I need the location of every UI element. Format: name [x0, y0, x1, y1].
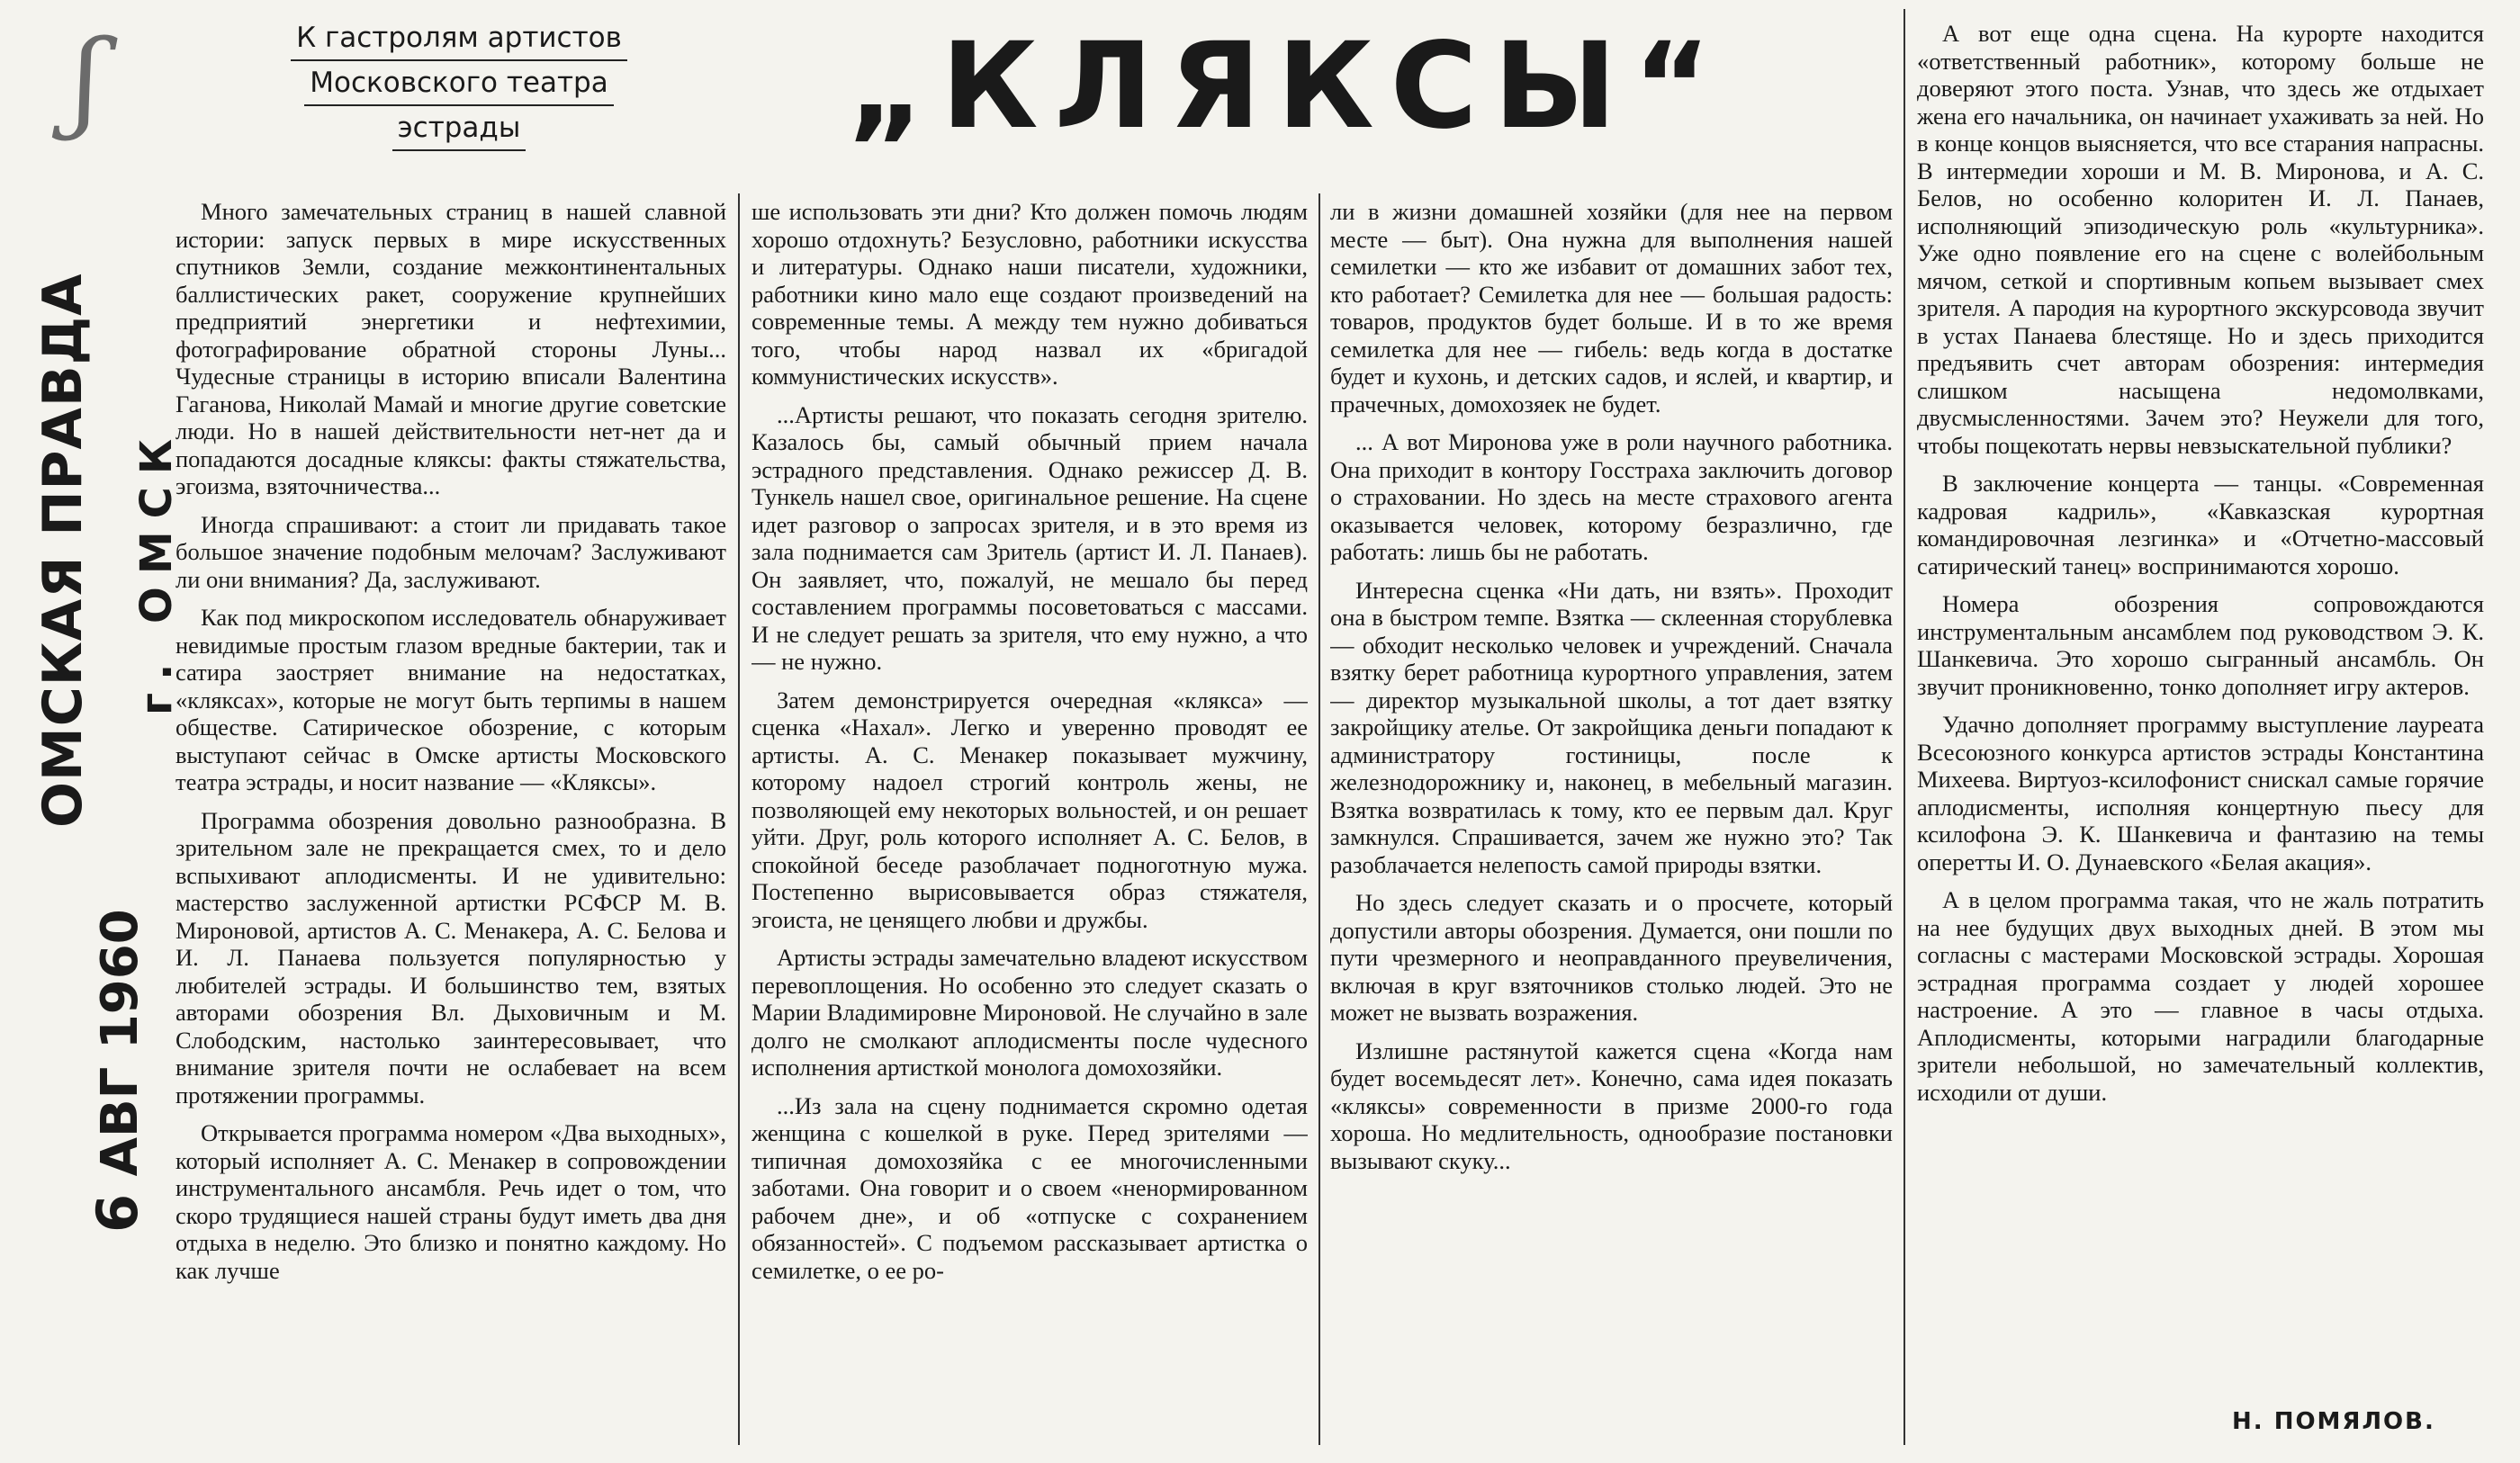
rubric — [261, 16, 657, 151]
paragraph: Интересна сценка «Ни дать, ни взять». Проходит она в быстром темпе. Взятка — склеенная сторублевка — обходит несколько человек и учреждений. Сначала взятку берет работница курортного управления, затем — директор музыкальной школы, а тот дает взятку закройщику ателье. От закройщика деньги попадают к администратору гостиницы, после к железнодорожнику и, наконец, в мебельный магазин. Взятка возвратилась к тому, кто ее первым дал. Круг замкнулся. Спрашивается, зачем же нужно это? Так разоблачается нелепость самой природы взятки. — [1330, 576, 1893, 878]
paragraph: Как под микроскопом исследователь обнаруживает невидимые простым глазом вредные бактерии, так и сатира заостряет внимание на недостатках, «кляксах», которые не могут быть терпимы в нашем обществе. Сатирическое обозрение, с которым выступают сейчас в Омске артисты Московского театра эстрады, и носит название — «Кляксы». — [176, 604, 726, 795]
paragraph: А вот еще одна сцена. На курорте находится «ответственный работник», которому больше не доверяют этого поста. Узнав, что здесь же отдыхает жена его начальника, он начинает ухаживать за ней. Но в конце концов выясняется, что все старания напрасны. В интермедии хороши и М. В. Миронова, и А. С. Белов, но особенно колоритен И. Л. Панаев, исполняющий эпизодическую роль «культурника». Уже одно появление его на сцене с волейбольным мячом, сеткой и спортивным копьем вызывает смех зрителя. А пародия на курортного экскурсовода звучит в устах Панаева блестяще. Но и здесь приходится предъявить счет авторам обозрения: интермедия слишком насыщена недомолвками, двусмысленностями. Зачем это? Неужели для того, чтобы пощекотать нервы невзыскательной публики? — [1917, 20, 2484, 459]
paragraph: ... А вот Миронова уже в роли научного работника. Она приходит в контору Госстраха заключить договор о страховании. Но здесь на месте страхового агента оказывается человек, которому безразлично, где работать: лишь бы не работать. — [1330, 428, 1893, 565]
date-day: 6 — [85, 1193, 150, 1233]
newspaper-name-stamp: ОМСКАЯ ПРАВДА — [32, 273, 94, 828]
paragraph: ...Артисты решают, что показать сегодня зрителю. Казалось бы, самый обычный прием начала эстрадного представления. Однако режиссер Д. В. Тункель нашел свое, оригинальное решение. На сцене идет разговор о запросах зрителя, и в это время из зала поднимается сам Зритель (артист И. Л. Панаев). Он заявляет, что, пожалуй, не мешало бы перед составлением программы посоветоваться с массами. И не следует решать за зрителя, что ему нужно, а что — не нужно. — [752, 400, 1308, 675]
paragraph: В заключение концерта — танцы. «Современная кадровая кадриль», «Кавказская курортная командировочная лезгинка» и «Отчетно-массовый сатирический танец» воспринимаются хорошо. — [1917, 470, 2484, 579]
headline: „КЛЯКСЫ“ — [846, 17, 1728, 156]
paragraph: Излишне растянутой кажется сцена «Когда нам будет восемьдесят лет». Конечно, сама идея показать «кляксы» современности в призме 2000-го года хороша. Но медлительность, однообразие постановки вызывают скуку... — [1330, 1037, 1893, 1174]
city-stamp: г. ОМСК — [131, 426, 182, 715]
pencil-mark: ʃ — [72, 18, 102, 143]
column-rule — [738, 193, 740, 1445]
paragraph: ли в жизни домашней хозяйки (для нее на первом месте — быт). Она нужна для выполнения нашей семилетки — кто же избавит от домашних забот тех, кто работает? Семилетка для нее — большая радость: товаров, продуктов будет больше. И в то же время семилетка для нее — гибель: ведь когда в достатке будет и кухонь, и детских садов, и яслей, и квартир, и прачечных, домохозяек не будет. — [1330, 198, 1893, 417]
paragraph: Но здесь следует сказать и о просчете, который допустили авторы обозрения. Думается, они пошли по пути чрезмерного и неоправданного преувеличения, включая в круг взяточников столько людей. Это не может не вызвать возражения. — [1330, 889, 1893, 1026]
paragraph: Затем демонстрируется очередная «клякса» — сценка «Нахал». Легко и уверенно проводят ее артисты. А. С. Менакер показывает мужчину, которому надоел строгий контроль жены, не позволяющей ему некоторых вольностей, и он решает уйти. Друг, роль которого исполняет А. С. Белов, в спокойной беседе разоблачает подноготную мужа. Постепенно вырисовывается образ стяжателя, эгоиста, не ценящего любви и дружбы. — [752, 686, 1308, 933]
paragraph: ше использовать эти дни? Кто должен помочь людям хорошо отдохнуть? Безусловно, работники искусства и литературы. Однако наши писатели, художники, работники кино мало еще создают произведений на современные темы. А между тем нужно добиваться того, чтобы народ назвал их «бригадой коммунистических искусств». — [752, 198, 1308, 390]
article-column-1 — [176, 198, 726, 1449]
paragraph: Много замечательных страниц в нашей славной истории: запуск первых в мире искусственных спутников Земли, создание межконтинентальных баллистических ракет, сооружение крупнейших предприятий энергетики и нефтехимии, фотографирование обратной стороны Луны... Чудесные страницы в историю вписали Валентина Гаганова, Николай Мамай и многие другие советские люди. Но в нашей действительности нет-нет да и попадаются досадные кляксы: факты стяжательства, эгоизма, взяточничества... — [176, 198, 726, 499]
column-rule — [1318, 193, 1320, 1445]
date-month-year: АВГ 1960 — [91, 909, 149, 1177]
rubric-line: Московского театра — [304, 61, 613, 106]
article-column-4 — [1917, 20, 2484, 1396]
author-signature: Н. ПОМЯЛОВ. — [2232, 1408, 2435, 1435]
date-stamp — [85, 909, 150, 1233]
paragraph: Иногда спрашивают: а стоит ли придавать такое большое значение подобным мелочам? Заслуживают ли они внимания? Да, заслуживают. — [176, 510, 726, 593]
paragraph: Удачно дополняет программу выступление лауреата Всесоюзного конкурса артистов эстрады Константина Михеева. Виртуоз-ксилофонист снискал самые горячие аплодисменты, исполняя концертную пьесу для ксилофона Э. К. Шанкевича и фантазию на темы оперетты И. О. Дунаевского «Белая акация». — [1917, 711, 2484, 875]
column-rule — [1904, 9, 1905, 1445]
paragraph: Открывается программа номером «Два выходных», который исполняет А. С. Менакер в сопровождении инструментального ансамбля. Речь идет о том, что скоро трудящиеся нашей страны будут иметь два дня отдыха в неделю. Это близко и понятно каждому. Но как лучше — [176, 1119, 726, 1284]
rubric-line: К гастролям артистов — [291, 16, 627, 61]
article-column-3 — [1330, 198, 1893, 1449]
paragraph: А в целом программа такая, что не жаль потратить на нее будущих двух выходных дней. В этом мы согласны с мастерами Московской эстрады. Хорошая эстрадная программа создает у людей хорошее настроение. А это — главное в часы отдыха. Аплодисменты, которыми наградили благодарные зрители небольшой, но замечательный коллектив, исходили от души. — [1917, 886, 2484, 1106]
article-column-2 — [752, 198, 1308, 1449]
rubric-line: эстрады — [392, 106, 526, 151]
paragraph: Номера обозрения сопровождаются инструментальным ансамблем под руководством Э. К. Шанкевича. Это хорошо сыгранный ансамбль. Он звучит проникновенно, тонко дополняет игру актеров. — [1917, 590, 2484, 700]
paragraph: Артисты эстрады замечательно владеют искусством перевоплощения. Но особенно это следует сказать о Марии Владимировне Мироновой. Не случайно в зале долго не смолкают аплодисменты после чудесного исполнения артисткой монолога домохозяйки. — [752, 944, 1308, 1081]
paragraph: Программа обозрения довольно разнообразна. В зрительном зале не прекращается смех, то и дело вспыхивают аплодисменты. И не удивительно: мастерство заслуженной артистки РСФСР М. В. Мироновой, артистов А. С. Менакера, А. С. Белова и И. Л. Панаева пользуется популярностью у любителей эстрады. И большинство тем, взятых авторами обозрения Вл. Дыховичным и М. Слободским, настолько заинтересовывает, что внимание зрителя почти не ослабевает на всем протяжении программы. — [176, 806, 726, 1108]
paragraph: ...Из зала на сцену поднимается скромно одетая женщина с кошелкой в руке. Перед зрителями — типичная домохозяйка с ее многочисленными заботами. Она говорит и о своем «ненормированном рабочем дне», и об «отпуске с сохранением обязанностей». С подъемом рассказывает артистка о семилетке, о ее ро- — [752, 1091, 1308, 1284]
